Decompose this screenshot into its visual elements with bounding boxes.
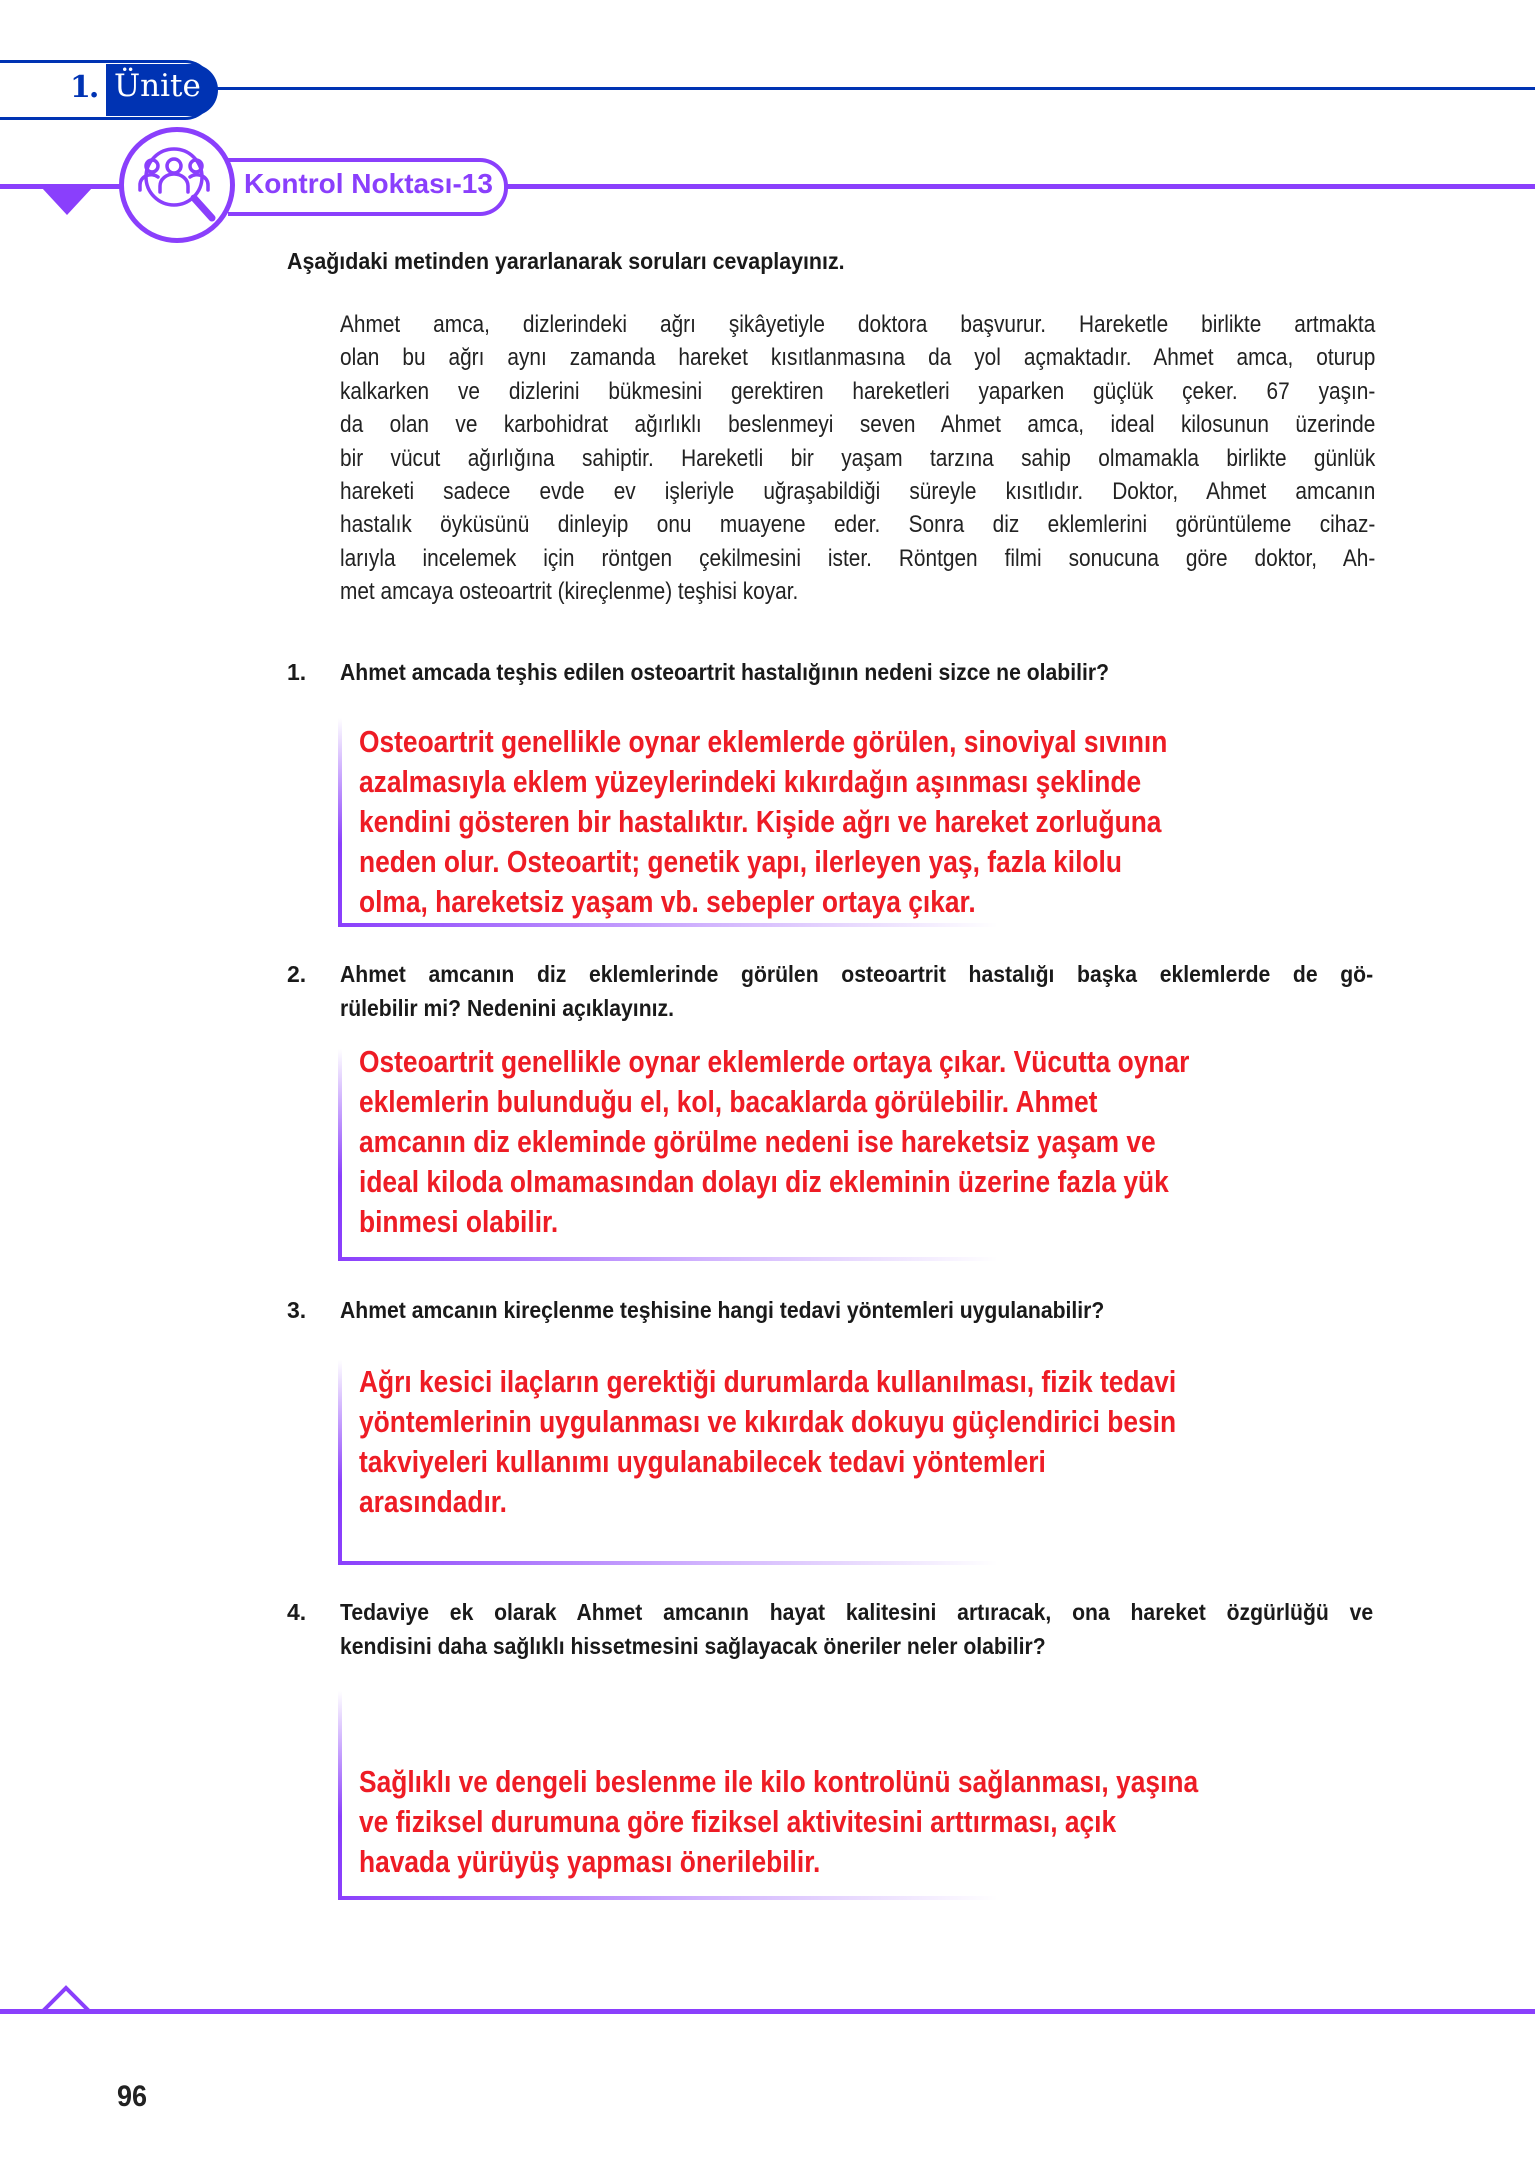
answer-line: neden olur. Osteoartit; genetik yapı, ilerleyen yaş, fazla kilolu bbox=[359, 844, 1122, 879]
question-text bbox=[340, 656, 1373, 690]
section-title: Kontrol Noktası-13 bbox=[244, 168, 493, 199]
question-line: Tedaviye ek olarak Ahmet amcanın hayat kalitesini artıracak, ona hareket özgürlüğü ve bbox=[340, 1599, 1374, 1625]
answer-text bbox=[359, 722, 1337, 922]
answer-line: eklemlerin bulunduğu el, kol, bacaklarda görülebilir. Ahmet bbox=[359, 1084, 1098, 1119]
passage-line: met amcaya osteoartrit (kireçlenme) teşhisi koyar. bbox=[340, 578, 799, 606]
answer-text bbox=[359, 1762, 1337, 1882]
answer-text bbox=[359, 1042, 1337, 1242]
question-number: 3. bbox=[287, 1297, 307, 1323]
triangle-marker-icon bbox=[42, 188, 92, 215]
answer-line: Osteoartrit genellikle oynar eklemlerde görülen, sinoviyal sıvının bbox=[359, 724, 1168, 759]
answer-line: yöntemlerinin uygulanması ve kıkırdak dokuyu güçlendirici besin bbox=[359, 1404, 1177, 1439]
question-line: kendisini daha sağlıklı hissetmesini sağlayacak öneriler neler olabilir? bbox=[340, 1632, 1046, 1659]
answer-text bbox=[359, 1362, 1337, 1522]
answer-line: ideal kiloda olmamasından dolayı diz ekleminin üzerine fazla yük bbox=[359, 1164, 1169, 1199]
instruction: Aşağıdaki metinden yararlanarak soruları cevaplayınız. bbox=[287, 248, 845, 274]
answer-line: binmesi olabilir. bbox=[359, 1204, 559, 1239]
answer-line: arasındadır. bbox=[359, 1484, 507, 1519]
question-line: rülebilir mi? Nedenini açıklayınız. bbox=[340, 994, 674, 1021]
question-text bbox=[340, 958, 1373, 1025]
question-text bbox=[340, 1294, 1373, 1328]
question-line: Ahmet amcada teşhis edilen osteoartrit hastalığının nedeni sizce ne olabilir? bbox=[340, 659, 1110, 685]
footer-divider bbox=[0, 2009, 1535, 2014]
answer-line: olma, hareketsiz yaşam vb. sebepler ortaya çıkar. bbox=[359, 884, 976, 919]
answer-line: Osteoartrit genellikle oynar eklemlerde ortaya çıkar. Vücutta oynar bbox=[359, 1044, 1190, 1079]
answer-line: havada yürüyüş yapması önerilebilir. bbox=[359, 1844, 821, 1879]
passage-line: kalkarken ve dizlerini bükmesini gerektiren hareketleri yaparken güçlük çeker. 67 yaşın- bbox=[340, 377, 1376, 405]
question-line: Ahmet amcanın diz eklemlerinde görülen osteoartrit hastalığı başka eklemlerde de gö- bbox=[340, 961, 1374, 987]
passage-line: hareketi sadece evde ev işleriyle uğraşabildiği süreyle kısıtlıdır. Doktor, Ahmet amcanın bbox=[340, 478, 1376, 506]
chevron-up-icon bbox=[41, 1984, 91, 2014]
passage-line: hastalık öyküsünü dinleyip onu muayene eder. Sonra diz eklemlerini görüntüleme cihaz- bbox=[340, 511, 1376, 539]
answer-line: takviyeleri kullanımı uygulanabilecek tedavi yöntemleri bbox=[359, 1444, 1046, 1479]
passage-line: bir vücut ağırlığına sahiptir. Hareketli bir yaşam tarzına sahip olmamakla birlikte günlük bbox=[340, 444, 1376, 472]
question-number: 1. bbox=[287, 659, 307, 685]
question-line: Ahmet amcanın kireçlenme teşhisine hangi tedavi yöntemleri uygulanabilir? bbox=[340, 1297, 1105, 1323]
unit-number: 1. bbox=[70, 70, 98, 105]
answer-line: Sağlıklı ve dengeli beslenme ile kilo kontrolünü sağlanması, yaşına bbox=[359, 1764, 1199, 1799]
passage-line: larıyla incelemek için röntgen çekilmesini ister. Röntgen filmi sonucuna göre doktor, Ah- bbox=[340, 544, 1376, 572]
people-magnifier-icon bbox=[119, 127, 235, 243]
answer-line: amcanın diz ekleminde görülme nedeni ise hareketsiz yaşam ve bbox=[359, 1124, 1156, 1159]
answer-line: kendini gösteren bir hastalıktır. Kişide ağrı ve hareket zorluğuna bbox=[359, 804, 1162, 839]
question-number: 4. bbox=[287, 1599, 307, 1625]
answer-line: Ağrı kesici ilaçların gerektiği durumlarda kullanılması, fizik tedavi bbox=[359, 1364, 1177, 1399]
page-number: 96 bbox=[117, 2080, 148, 2113]
answer-line: azalmasıyla eklem yüzeylerindeki kıkırdağın aşınması şeklinde bbox=[359, 764, 1142, 799]
passage-line: olan bu ağrı aynı zamanda hareket kısıtlanmasına da yol açmaktadır. Ahmet amca, oturup bbox=[340, 344, 1376, 372]
unit-label: Ünite bbox=[114, 68, 201, 104]
passage-line: Ahmet amca, dizlerindeki ağrı şikâyetiyle doktora başvurur. Hareketle birlikte artmakta bbox=[340, 311, 1376, 338]
question-text bbox=[340, 1596, 1373, 1663]
passage bbox=[340, 308, 1375, 609]
header-divider bbox=[214, 87, 1535, 90]
answer-line: ve fiziksel durumuna göre fiziksel aktivitesini arttırması, açık bbox=[359, 1804, 1117, 1839]
question-number: 2. bbox=[287, 961, 307, 987]
passage-line: da olan ve karbohidrat ağırlıklı beslenmeyi seven Ahmet amca, ideal kilosunun üzerinde bbox=[340, 411, 1376, 439]
